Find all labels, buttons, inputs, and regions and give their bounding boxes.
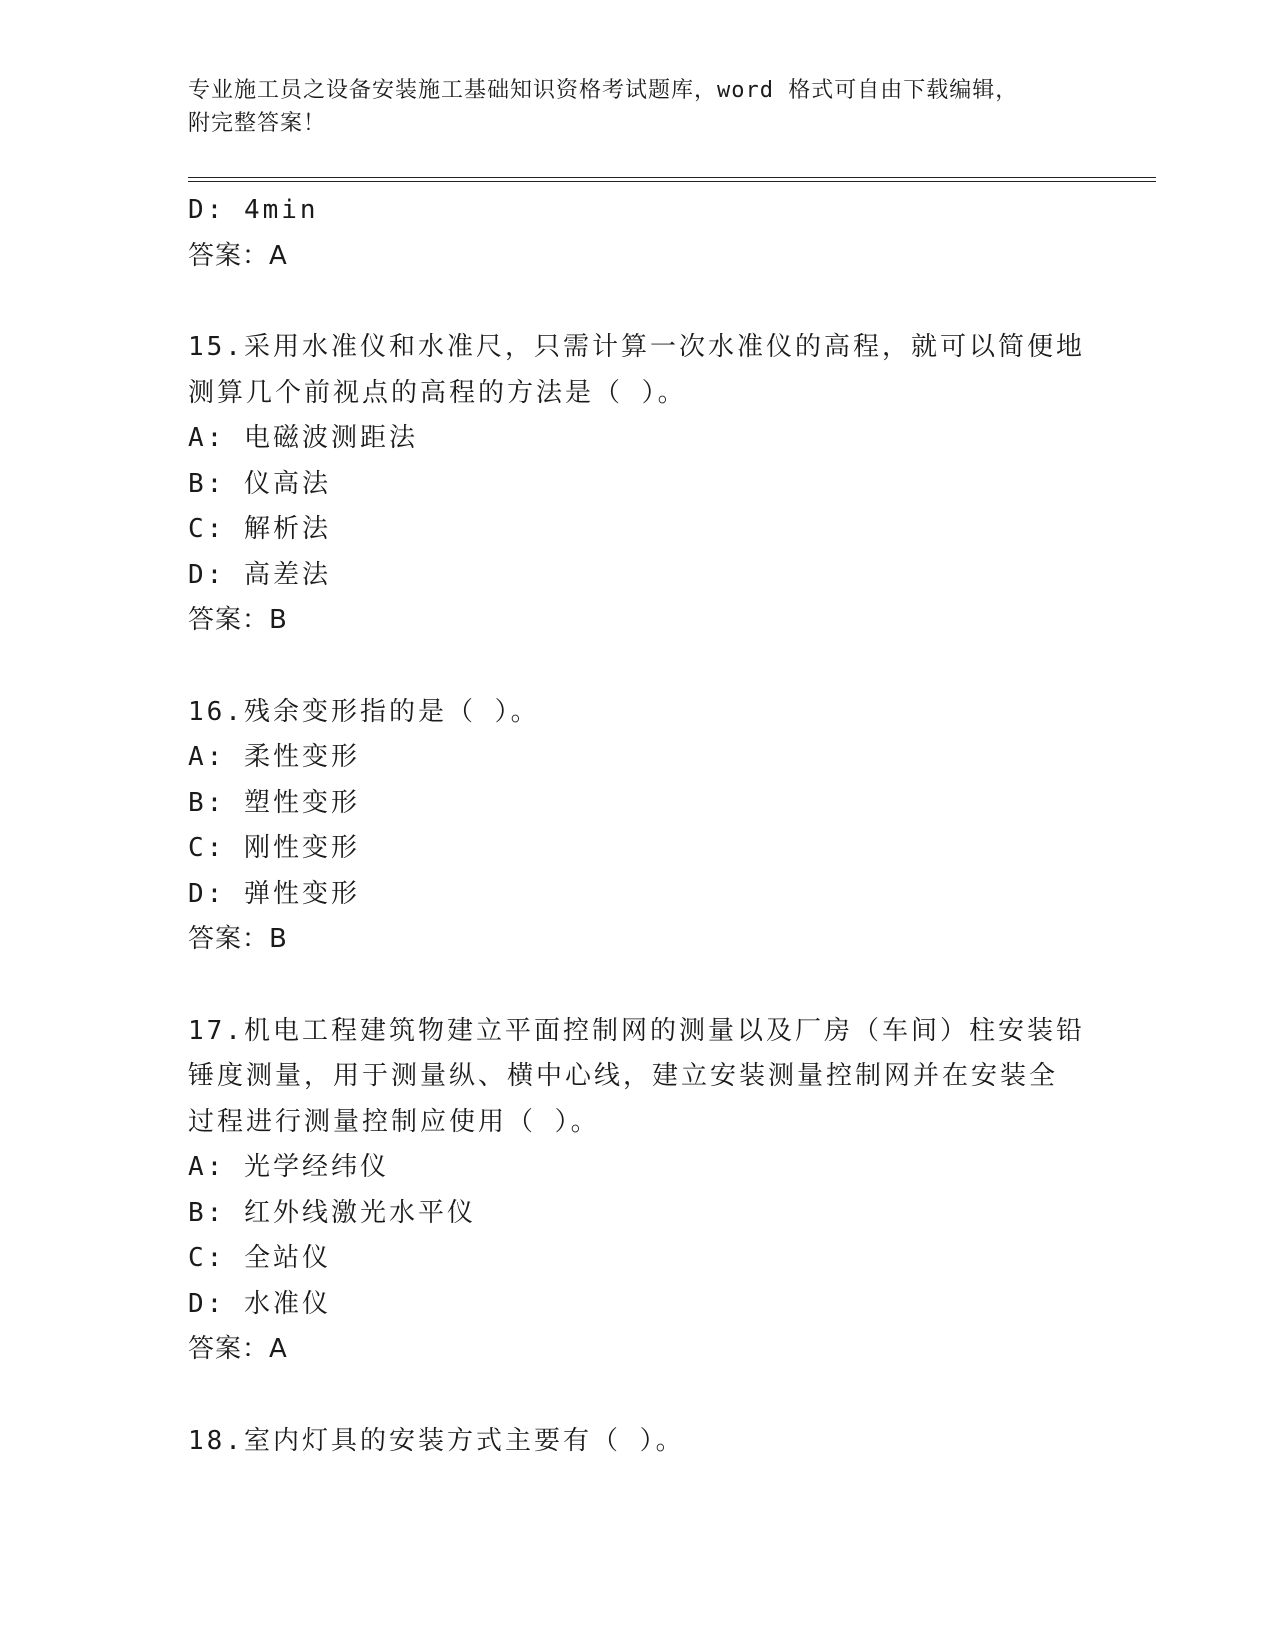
header-divider bbox=[188, 177, 1156, 182]
q17-option-b: B: 红外线激光水平仪 bbox=[188, 1197, 476, 1228]
q18-stem-line-1: 18.室内灯具的安装方式主要有（ ）。 bbox=[188, 1425, 685, 1456]
q15-option-b: B: 仪高法 bbox=[188, 468, 331, 499]
q15-stem-line-1: 15.采用水准仪和水准尺，只需计算一次水准仪的高程，就可以简便地 bbox=[188, 332, 1085, 362]
q17-stem-line-3: 过程进行测量控制应使用（ ）。 bbox=[188, 1106, 600, 1137]
q16-option-b: B: 塑性变形 bbox=[188, 787, 360, 818]
q17-option-d: D: 水准仪 bbox=[188, 1288, 331, 1319]
document-header bbox=[188, 74, 1088, 140]
q16-answer: 答案：B bbox=[188, 924, 288, 954]
q14-answer: 答案：A bbox=[188, 240, 288, 271]
q16-option-c: C: 刚性变形 bbox=[188, 833, 360, 863]
question-15 bbox=[188, 325, 1088, 644]
q15-answer: 答案：B bbox=[188, 605, 288, 635]
question-18 bbox=[188, 1419, 1088, 1465]
q17-option-a: A: 光学经纬仪 bbox=[188, 1152, 389, 1182]
q14-option-d: D: 4min bbox=[188, 195, 319, 225]
q17-answer: 答案：A bbox=[188, 1334, 288, 1364]
q15-option-c: C: 解析法 bbox=[188, 514, 331, 544]
q16-option-d: D: 弹性变形 bbox=[188, 878, 360, 909]
q17-stem-line-1: 17.机电工程建筑物建立平面控制网的测量以及厂房（车间）柱安装铅 bbox=[188, 1015, 1085, 1046]
q15-option-d: D: 高差法 bbox=[188, 559, 331, 590]
q15-option-a: A: 电磁波测距法 bbox=[188, 423, 418, 453]
header-line-1: 专业施工员之设备安装施工基础知识资格考试题库，word 格式可自由下载编辑， bbox=[188, 78, 1019, 103]
q16-option-a: A: 柔性变形 bbox=[188, 742, 360, 772]
question-17 bbox=[188, 1009, 1088, 1373]
q15-stem-line-2: 测算几个前视点的高程的方法是（ ）。 bbox=[188, 377, 687, 408]
question-content bbox=[188, 188, 1088, 1464]
question-spacer bbox=[188, 963, 1088, 1009]
question-16 bbox=[188, 690, 1088, 963]
q17-stem-line-2: 锤度测量，用于测量纵、横中心线，建立安装测量控制网并在安装全 bbox=[188, 1061, 1059, 1091]
question-spacer bbox=[188, 279, 1088, 325]
question-spacer bbox=[188, 1373, 1088, 1419]
q17-option-c: C: 全站仪 bbox=[188, 1243, 331, 1273]
header-line-2: 附完整答案！ bbox=[188, 111, 327, 136]
question-spacer bbox=[188, 644, 1088, 690]
q16-stem-line-1: 16.残余变形指的是（ ）。 bbox=[188, 696, 540, 727]
